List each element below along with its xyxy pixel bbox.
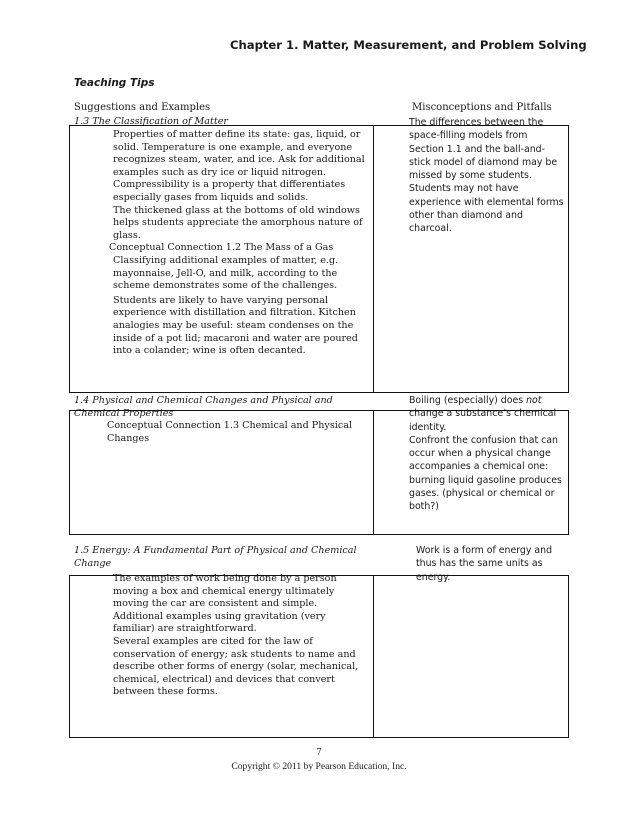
page-number: 7 <box>316 747 322 758</box>
misconception-1-4 <box>409 394 565 514</box>
misconception-text: Confront the confusion that can occur when a physical change accompanies a chemical one: burning liquid gasoline produces gases. (physical or chemical or both?) <box>409 434 562 513</box>
suggestion-item: Additional examples using gravitation (very familiar) are straightforward. <box>113 610 326 635</box>
suggestion-item: The thickened glass at the bottoms of old windows helps students appreciate the amorphous nature of glass. <box>113 204 363 241</box>
misconception-emphasis: not <box>526 395 542 406</box>
column-divider <box>373 411 374 534</box>
suggestions-1-5 <box>113 573 365 699</box>
column-divider <box>373 576 374 737</box>
section-title-1-5: 1.5 Energy: A Fundamental Part of Physical and Chemical Change <box>74 545 357 569</box>
conceptual-connection-1-3: Conceptual Connection 1.3 Chemical and Physical Changes <box>107 420 352 444</box>
teaching-tips-heading: Teaching Tips <box>74 77 155 89</box>
suggestions-1-4 <box>107 420 365 445</box>
suggestions-1-3 <box>109 129 365 358</box>
misconception-text: change a substance’s chemical identity. <box>409 408 557 433</box>
suggestion-item: Properties of matter define its state: gas, liquid, or solid. Temperature is one example, and everyone recognizes steam, water, and ice. Ask for additional examples such as dry ice or liquid nitrogen. <box>113 129 365 178</box>
column-divider <box>373 126 374 392</box>
copyright-notice: Copyright © 2011 by Pearson Education, Inc. <box>231 761 407 772</box>
misconception-1-5: Work is a form of energy and thus has the same units as energy. <box>416 545 553 583</box>
misconception-text: Boiling (especially) does <box>409 395 527 406</box>
suggestion-item: The examples of work being done by a person moving a box and chemical energy ultimately moving the car are consistent and simple. <box>113 573 337 610</box>
column-heading-misconceptions: Misconceptions and Pitfalls <box>412 102 552 113</box>
section-title-1-3: 1.3 The Classification of Matter <box>74 116 228 127</box>
suggestion-item: Classifying additional examples of matter, e.g. mayonnaise, Jell-O, and milk, according to the scheme demonstrates some of the challenges. <box>113 254 339 292</box>
column-heading-suggestions: Suggestions and Examples <box>74 102 211 113</box>
chapter-header: Chapter 1. Matter, Measurement, and Problem Solving <box>230 38 587 52</box>
suggestion-item: Compressibility is a property that differentiates especially gases from liquids and solids. <box>113 179 346 203</box>
suggestion-item: Students are likely to have varying personal experience with distillation and filtration. Kitchen analogies may be useful: steam condenses on the inside of a pot lid; macaroni and water are poured into a colander; wine is often decanted. <box>113 294 358 357</box>
section-title-1-4: 1.4 Physical and Chemical Changes and Physical and Chemical Properties <box>74 395 333 419</box>
conceptual-connection-1-2: Conceptual Connection 1.2 The Mass of a Gas <box>109 242 334 254</box>
misconception-1-3: The differences between the space-filling models from Section 1.1 and the ball-and-stick model of diamond may be missed by some students. Students may not have experience with elemental forms other than diamond and charcoal. <box>409 117 564 235</box>
suggestion-item: Several examples are cited for the law of conservation of energy; ask students to name and describe other forms of energy (solar, mechanical, chemical, electrical) and devices that convert between these forms. <box>113 635 359 698</box>
